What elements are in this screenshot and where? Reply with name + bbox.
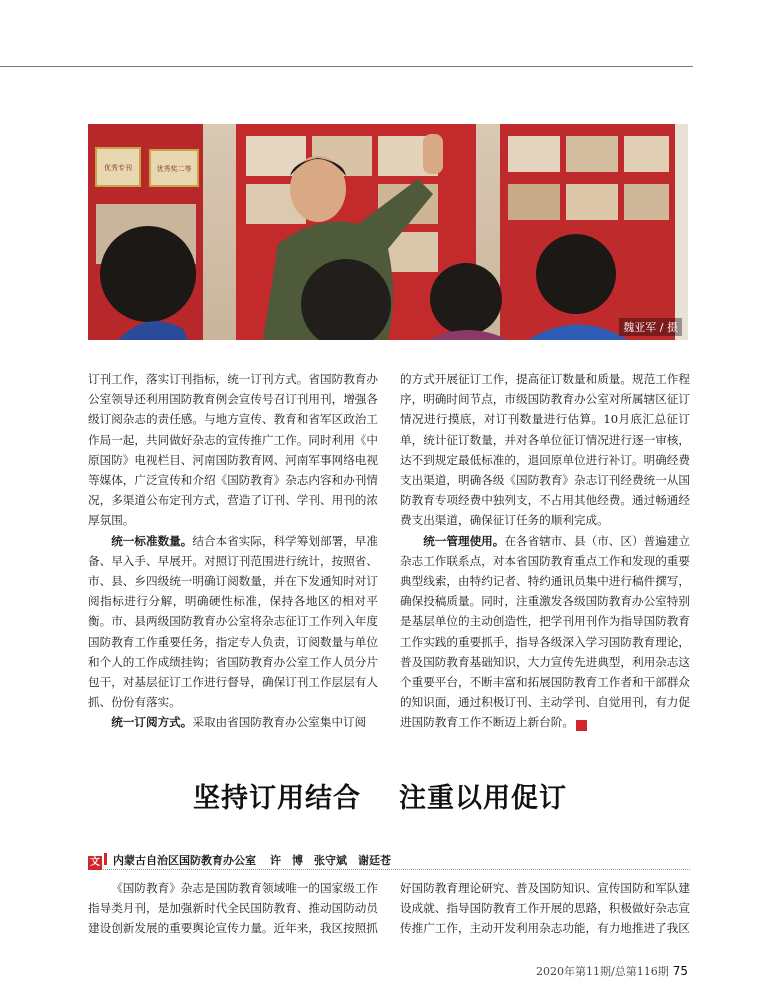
paragraph (400, 531, 690, 733)
child-head (536, 234, 616, 314)
board-photo (566, 136, 618, 172)
page-footer (536, 963, 688, 979)
byline-tag: 文 (90, 857, 100, 868)
headline-part-2: 注重以用促订 (399, 783, 567, 814)
paragraph: 《国防教育》杂志是国防教育领域唯一的国家级工作指导类月刊，是加强新时代全民国防教育、推动国防动员建设创新发展的重要舆论宣传力量。近年来，我区按照抓 (88, 881, 378, 936)
paragraph-lead: 统一标准数量。 (111, 533, 193, 548)
paragraph-text: 采取由省国防教育办公室集中订阅 (192, 715, 367, 730)
soldier-hand (423, 134, 443, 174)
paragraph-text: 结合本省实际，科学筹划部署，早准备、早入手、早展开。对照订刊范围进行统计，按照省、市、县、乡四级统一明确订阅数量，并在下发通知时对订阅指标进行分解，明确硬性标准，保持各地区的相对平衡。市、县两级国防教育办公室将杂志征订工作列入年度国防教育工作重要任务，指定专人负责，订阅数量与单位和个人的工作成绩挂钩；省国防教育办公室工作人员分片包干，对基层征订工作进行督导，确保订刊工作层层有人抓、份份有落实。 (88, 533, 378, 710)
byline-authors: 许 博 张守斌 谢廷苍 (270, 854, 391, 867)
board-photo (508, 184, 560, 220)
plaque-right-text: 优秀奖二等 (156, 165, 192, 173)
byline-bar (104, 853, 107, 865)
top-rule (0, 66, 693, 67)
article-headline (0, 776, 760, 815)
headline-part-1: 坚持订用结合 (193, 783, 361, 814)
article-column-left (88, 369, 378, 733)
article-column-right (400, 369, 690, 733)
byline (88, 853, 690, 870)
photo-illustration (88, 124, 688, 340)
paragraph (88, 531, 378, 713)
child-head (430, 263, 502, 335)
plaque-left-text: 优秀专刊 (104, 164, 132, 172)
article-end-mark: G (576, 720, 587, 731)
paragraph (88, 712, 378, 732)
photo-credit: 魏亚军 / 摄 (619, 318, 682, 336)
article2-column-right (400, 878, 690, 939)
board-photo (508, 136, 560, 172)
article2-column-left (88, 878, 378, 939)
paragraph-text: 的方式开展征订工作，提高征订数量和质量。规范工作程序，明确时间节点，市级国防教育办公室对所属辖区征订情况进行摸底，对订刊数量进行估算。10月底汇总征订单，统计征订数量，并对各单位征订情况进行逐一审核，达不到规定最低标准的，退回原单位进行补订。明确经费支出渠道，明确各级《国防教育》杂志订刊经费统一从国防教育专项经费中独列支，不占用其他经费。通过畅通经费支出渠道，确保征订任务的顺利完成。 (400, 372, 690, 528)
article-photo (88, 124, 688, 340)
paragraph-lead: 统一订阅方式。 (111, 715, 193, 730)
board-photo (624, 184, 669, 220)
board-photo (566, 184, 618, 220)
paragraph-text: 在各省辖市、县（市、区）普遍建立杂志工作联系点，对本省国防教育重点工作和发现的重要典型线索，由特约记者、特约通讯员集中进行稿件撰写，确保投稿质量。同时，注重激发各级国防教育办公室特别是基层单位的主动创造性，把学刊用刊作为指导国防教育工作实践的重要抓手，指导各级深入学习国防教育理论，普及国防教育基础知识，大力宣传先进典型，利用杂志这个重要平台，不断丰富和拓展国防教育工作者和干部群众的知识面，通过积极订刊、主动学刊、自觉用刊，有力促进国防教育工作不断迈上新台阶。 (400, 533, 690, 730)
page-number: 75 (672, 964, 688, 978)
paragraph (400, 369, 690, 531)
byline-org: 内蒙古自治区国防教育办公室 (113, 854, 256, 867)
paragraph: 好国防教育理论研究、普及国防知识、宣传国防和军队建设成就、指导国防教育工作开展的思路，积极做好杂志宣传推广工作，主动开发利用杂志功能，有力地推进了我区 (400, 881, 690, 936)
paragraph-text: 订刊工作，落实订刊指标，统一订刊方式。省国防教育办公室领导还利用国防教育例会宣传号召订刊用刊，增强各级订阅杂志的责任感。与地方宣传、教育和省军区政治工作局一起，共同做好杂志的宣传推广工作。同时利用《中原国防》电视栏目、河南国防教育网、河南军事网络电视等媒体，广泛宣传和介绍《国防教育》杂志内容和办刊情况，多渠道公布定刊方式，营造了订刊、学刊、用刊的浓厚氛围。 (88, 372, 378, 528)
issue-info: 2020年第11期/总第116期 (536, 965, 669, 978)
child-head (100, 226, 196, 322)
paragraph-lead: 统一管理使用。 (423, 533, 505, 548)
wall (675, 124, 688, 340)
paragraph (88, 369, 378, 531)
board-photo (624, 136, 669, 172)
